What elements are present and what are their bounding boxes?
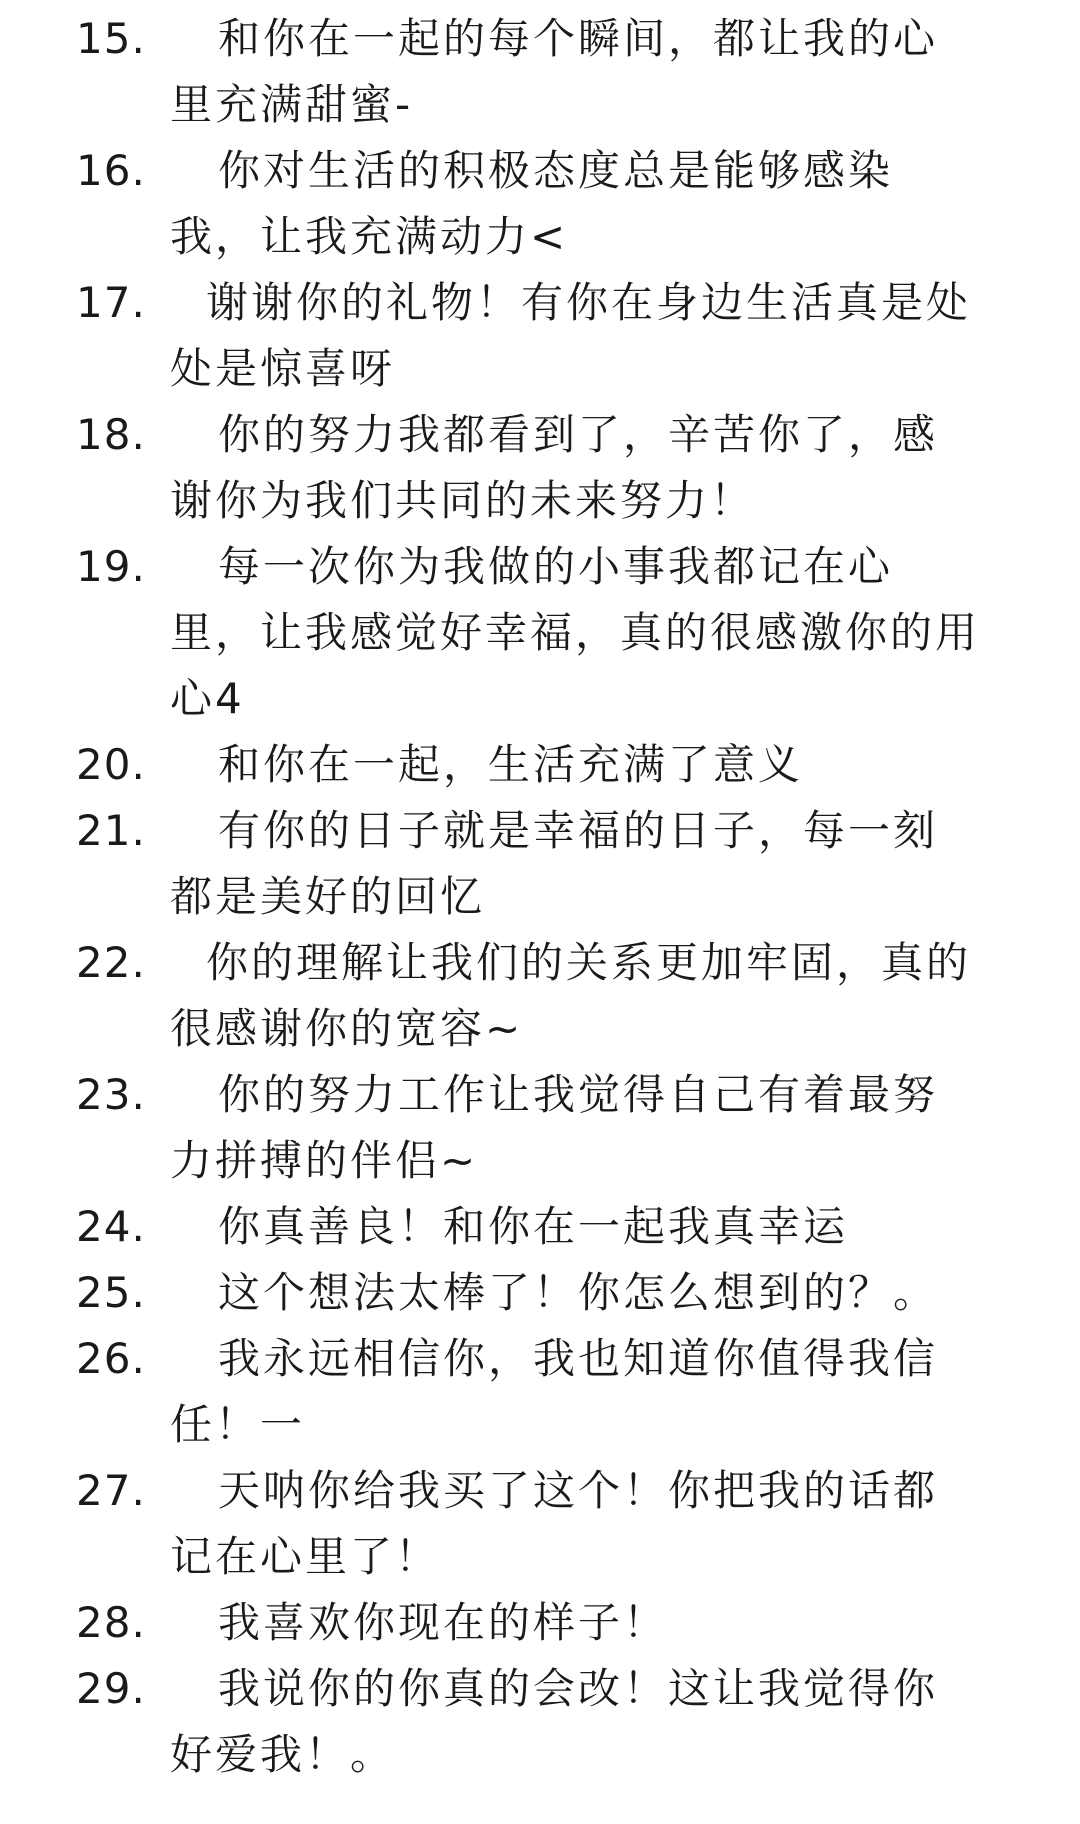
- item-text: 每一次你为我做的小事我都记在心里，让我感觉好幸福，真的很感激你的用心4: [170, 542, 981, 723]
- item-text: 谢谢你的礼物！有你在身边生活真是处处是惊喜呀: [170, 278, 972, 393]
- list-item: [0, 732, 1080, 798]
- list-item: [0, 270, 1080, 402]
- list-item: [0, 1062, 1080, 1194]
- item-number: 21.: [76, 806, 146, 855]
- item-number: 27.: [76, 1466, 146, 1515]
- list-item: [0, 6, 1080, 138]
- item-text: 和你在一起，生活充满了意义: [218, 740, 804, 789]
- list-item: [0, 534, 1080, 732]
- item-text: 和你在一起的每个瞬间，都让我的心里充满甜蜜-: [170, 14, 939, 129]
- item-number: 15.: [76, 14, 146, 63]
- item-text: 你的努力工作让我觉得自己有着最努力拼搏的伴侣~: [170, 1070, 939, 1185]
- item-text: 我说你的你真的会改！这让我觉得你好爱我！。: [170, 1664, 939, 1779]
- compliment-list: [0, 6, 1080, 1788]
- item-number: 26.: [76, 1334, 146, 1383]
- item-text: 你的努力我都看到了，辛苦你了，感谢你为我们共同的未来努力！: [170, 410, 939, 525]
- item-text: 我永远相信你，我也知道你值得我信任！一: [170, 1334, 939, 1449]
- item-number: 17.: [76, 278, 146, 327]
- item-text: 你的理解让我们的关系更加牢固，真的很感谢你的宽容~: [170, 938, 972, 1053]
- list-item: [0, 402, 1080, 534]
- item-number: 29.: [76, 1664, 146, 1713]
- list-item: [0, 1590, 1080, 1656]
- list-item: [0, 930, 1080, 1062]
- list-item: [0, 1194, 1080, 1260]
- item-number: 19.: [76, 542, 146, 591]
- item-number: 24.: [76, 1202, 146, 1251]
- item-text: 你真善良！和你在一起我真幸运: [218, 1202, 849, 1251]
- item-text: 这个想法太棒了！你怎么想到的？。: [218, 1268, 939, 1317]
- item-number: 22.: [76, 938, 146, 987]
- item-number: 20.: [76, 740, 146, 789]
- item-number: 25.: [76, 1268, 146, 1317]
- list-item: [0, 138, 1080, 270]
- list-item: [0, 1326, 1080, 1458]
- list-item: [0, 798, 1080, 930]
- item-number: 16.: [76, 146, 146, 195]
- item-text: 你对生活的积极态度总是能够感染我，让我充满动力<: [170, 146, 894, 261]
- item-text: 天呐你给我买了这个！你把我的话都记在心里了！: [170, 1466, 939, 1581]
- item-number: 23.: [76, 1070, 146, 1119]
- item-text: 我喜欢你现在的样子！: [218, 1598, 669, 1647]
- item-number: 28.: [76, 1598, 146, 1647]
- list-item: [0, 1260, 1080, 1326]
- item-number: 18.: [76, 410, 146, 459]
- item-text: 有你的日子就是幸福的日子，每一刻都是美好的回忆: [170, 806, 939, 921]
- list-item: [0, 1656, 1080, 1788]
- list-item: [0, 1458, 1080, 1590]
